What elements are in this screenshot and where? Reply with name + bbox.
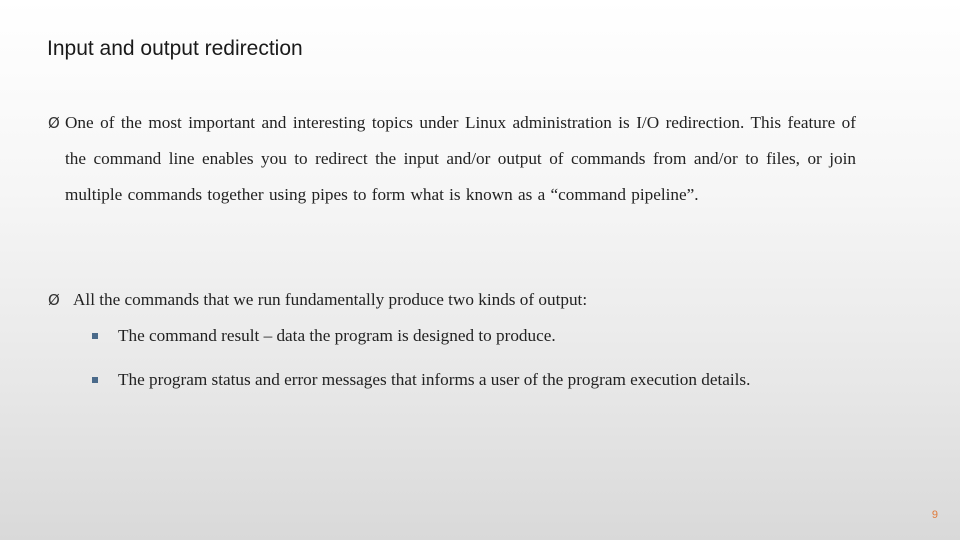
sub-bullet-text: The program status and error messages that informs a user of the program execution details. xyxy=(118,370,751,389)
square-bullet-icon xyxy=(92,377,98,383)
bullet-item xyxy=(48,286,856,314)
sub-bullet-list xyxy=(92,322,872,410)
square-bullet-icon xyxy=(92,333,98,339)
sub-bullet-item xyxy=(92,366,872,394)
bullet-text: All the commands that we run fundamentally produce two kinds of output: xyxy=(73,290,588,309)
bullet-item xyxy=(48,105,856,213)
sub-bullet-item xyxy=(92,322,872,350)
sub-bullet-text: The command result – data the program is designed to produce. xyxy=(118,326,556,345)
bullet-text: One of the most important and interesting topics under Linux administration is I/O redirection. This feature of the command line enables you to redirect the input and/or output of commands from and/or to files, or join multiple commands together using pipes to form what is known as a “command pipeline”. xyxy=(65,113,856,204)
arrow-bullet-icon: Ø xyxy=(48,114,60,132)
page-number: 9 xyxy=(931,509,938,521)
arrow-bullet-icon: Ø xyxy=(48,291,60,309)
slide-title: Input and output redirection xyxy=(47,37,303,60)
